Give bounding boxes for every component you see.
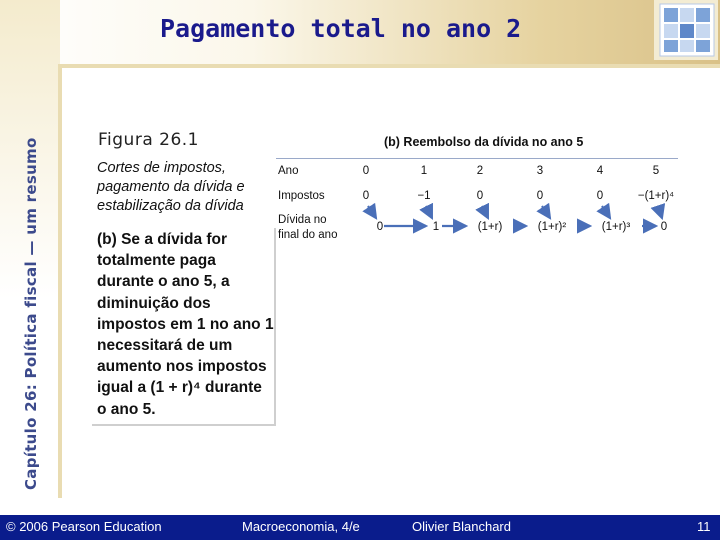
figure-table — [276, 132, 678, 244]
footer-author: Olivier Blanchard — [412, 519, 511, 534]
row-label-debt-line2: final do ano — [278, 229, 338, 241]
footer-book: Macroeconomia, 4/e — [242, 519, 360, 534]
debt-cell: (1+r)³ — [601, 221, 631, 233]
flow-arrow — [368, 206, 376, 218]
tax-cell: 0 — [536, 190, 544, 202]
flow-arrow — [426, 206, 432, 218]
debt-cell: (1+r)² — [537, 221, 567, 233]
flow-arrow — [482, 206, 488, 218]
debt-cell: 1 — [432, 221, 440, 233]
table-rule — [276, 158, 678, 159]
flow-arrow — [542, 206, 550, 218]
year-cell: 5 — [652, 165, 660, 177]
year-cell: 1 — [420, 165, 428, 177]
row-label-year: Ano — [278, 165, 299, 177]
tax-cell: 0 — [596, 190, 604, 202]
debt-cell: (1+r) — [477, 221, 503, 233]
year-cell: 0 — [362, 165, 370, 177]
footer-copyright: © 2006 Pearson Education — [6, 519, 162, 534]
panel-title: (b) Reembolso da dívida no ano 5 — [384, 135, 584, 149]
year-row — [363, 165, 659, 177]
publisher-logo — [654, 0, 718, 60]
row-label-taxes: Impostos — [278, 190, 325, 202]
body-paragraph: (b) Se a dívida for totalmente paga durante o ano 5, a diminuição dos impostos em 1 no ano 1 necessitará de um aumento nos impostos igual a (1 + r)⁴ durante o ano 5. — [97, 231, 274, 418]
debt-cell: 0 — [660, 221, 668, 233]
chapter-title: Capítulo 26: Política fiscal — um resumo — [22, 137, 40, 490]
tax-cell: 0 — [362, 190, 370, 202]
page-number: 11 — [697, 519, 711, 534]
header-divider — [58, 64, 720, 68]
debt-cell: 0 — [376, 221, 384, 233]
figure-label: Figura 26.1 — [98, 130, 199, 150]
flow-arrow — [658, 206, 662, 218]
taxes-row — [363, 190, 674, 202]
year-cell: 2 — [476, 165, 484, 177]
year-cell: 3 — [536, 165, 544, 177]
slide-title: Pagamento total no ano 2 — [160, 14, 522, 43]
tax-cell: −(1+r)⁴ — [637, 190, 675, 202]
tax-cell: 0 — [476, 190, 484, 202]
tax-cell: −1 — [417, 190, 431, 202]
year-cell: 4 — [596, 165, 604, 177]
flow-arrow — [602, 206, 610, 218]
row-label-debt-line1: Dívida no — [278, 214, 327, 226]
figure-caption: Cortes de impostos, pagamento da dívida e estabilização da dívida — [97, 160, 245, 214]
footer-bar — [0, 515, 720, 540]
side-divider — [58, 66, 62, 498]
